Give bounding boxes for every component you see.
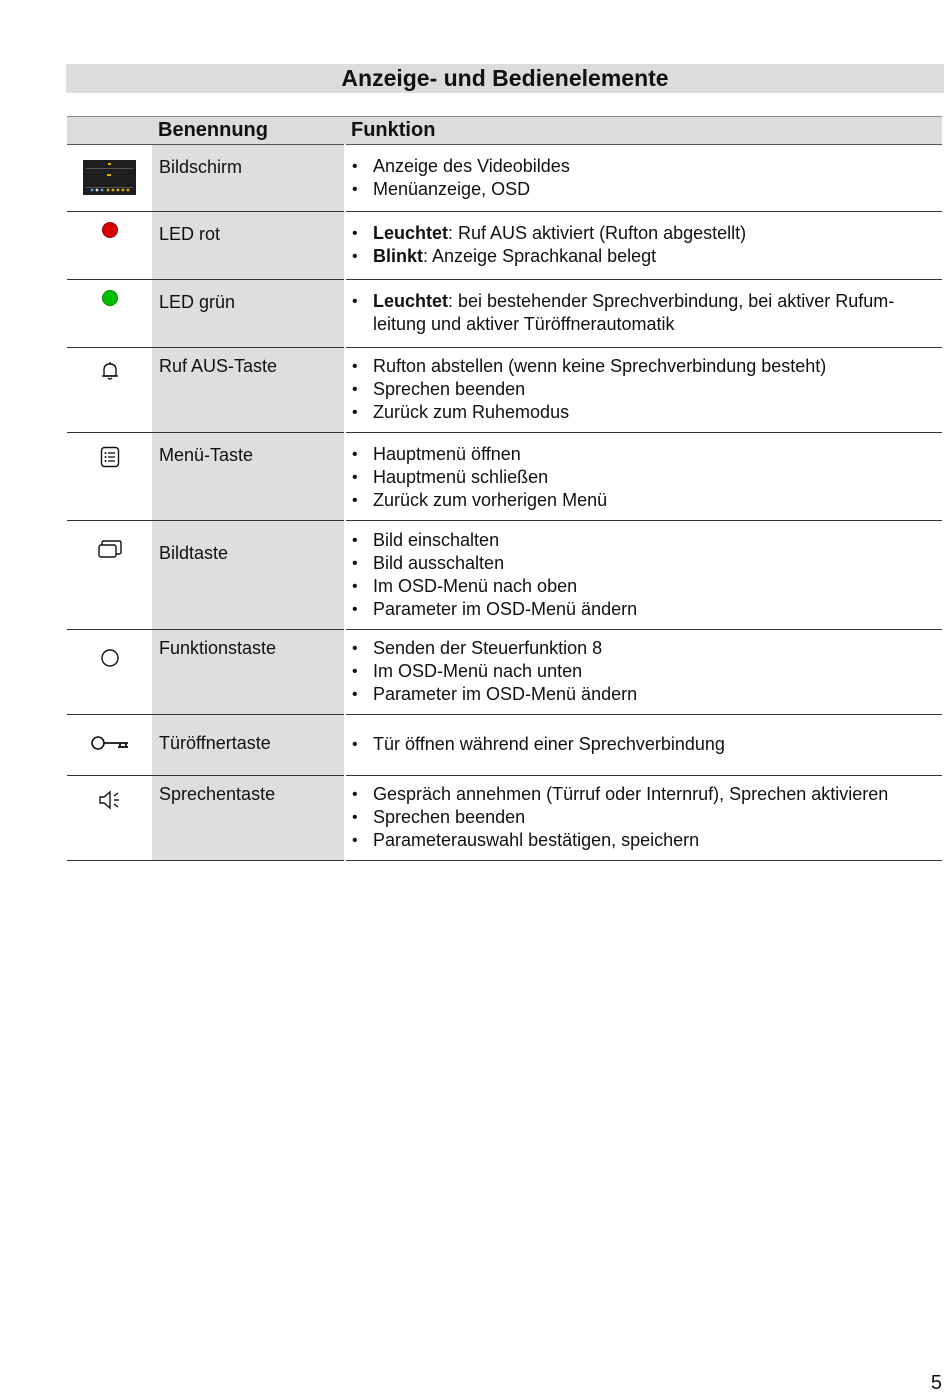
icon-cell (67, 433, 152, 521)
function-item: • Parameterauswahl bestätigen, speichern (352, 829, 934, 852)
page-title: Anzeige- und Bedienelemente (66, 64, 944, 93)
function-item: • Parameter im OSD-Menü ändern (352, 598, 934, 621)
function-item: • Menüanzeige, OSD (352, 178, 934, 201)
row-functions (345, 776, 942, 861)
function-item: • Sprechen beenden (352, 806, 934, 829)
function-item: • Bild einschalten (352, 529, 934, 552)
function-item: • Sprechen beenden (352, 378, 934, 401)
circle-icon (99, 647, 121, 674)
function-item: • Rufton abstellen (wenn keine Sprechverbindung besteht) (352, 355, 934, 378)
icon-cell (67, 776, 152, 861)
function-item: • Zurück zum vorherigen Menü (352, 489, 934, 512)
function-item: • Hauptmenü schließen (352, 466, 934, 489)
function-item: • Im OSD-Menü nach unten (352, 660, 934, 683)
icon-cell (67, 280, 152, 348)
function-item: • Anzeige des Videobildes (352, 155, 934, 178)
icon-column-header (67, 117, 152, 145)
icon-cell (67, 630, 152, 715)
table-row (67, 348, 942, 433)
table-row (67, 630, 942, 715)
icon-cell (67, 715, 152, 776)
icon-cell (67, 348, 152, 433)
image-stack-icon (97, 539, 123, 564)
icon-cell (67, 521, 152, 630)
icon-cell (67, 212, 152, 280)
function-item: • Zurück zum Ruhemodus (352, 401, 934, 424)
menu-list-icon (99, 445, 121, 474)
row-name: Türöffnertaste (152, 715, 345, 776)
row-name: Ruf AUS-Taste (152, 348, 345, 433)
table-row (67, 145, 942, 212)
table-header-row (67, 117, 942, 145)
speaker-icon (97, 788, 123, 817)
row-name: Sprechentaste (152, 776, 345, 861)
name-column-header: Benennung (152, 117, 345, 145)
row-name: Funktionstaste (152, 630, 345, 715)
table-row (67, 521, 942, 630)
function-item: • Parameter im OSD-Menü ändern (352, 683, 934, 706)
function-column-header: Funktion (345, 117, 942, 145)
controls-table (67, 116, 942, 861)
led-red-icon (102, 222, 118, 238)
table-row (67, 280, 942, 348)
row-functions (345, 212, 942, 280)
row-name: Bildtaste (152, 521, 345, 630)
table-row (67, 212, 942, 280)
row-functions (345, 715, 942, 776)
page-number: 5 (930, 1372, 942, 1394)
row-functions (345, 145, 942, 212)
function-item: • Hauptmenü öffnen (352, 443, 934, 466)
row-functions (345, 348, 942, 433)
table-row (67, 715, 942, 776)
monitor-screen-icon (83, 160, 136, 195)
bell-icon (99, 360, 121, 387)
table-row (67, 776, 942, 861)
row-functions (345, 433, 942, 521)
row-name: Menü-Taste (152, 433, 345, 521)
function-item: • Gespräch annehmen (Türruf oder Internruf), Sprechen aktivieren (352, 783, 934, 806)
row-functions (345, 280, 942, 348)
led-green-icon (102, 290, 118, 306)
function-item: • Im OSD-Menü nach oben (352, 575, 934, 598)
function-item: • Senden der Steuerfunktion 8 (352, 637, 934, 660)
row-name: LED grün (152, 280, 345, 348)
function-item: • Leuchtet: bei bestehender Sprechverbindung, bei aktiver Rufum-leitung und aktiver Türöffnerautomatik (352, 290, 934, 336)
function-item: • Blinkt: Anzeige Sprachkanal belegt (352, 245, 934, 268)
function-item: • Leuchtet: Ruf AUS aktiviert (Rufton abgestellt) (352, 222, 934, 245)
function-item: • Tür öffnen während einer Sprechverbindung (352, 733, 934, 756)
row-name: LED rot (152, 212, 345, 280)
row-name: Bildschirm (152, 145, 345, 212)
function-item: • Bild ausschalten (352, 552, 934, 575)
table-row (67, 433, 942, 521)
key-icon (90, 734, 130, 757)
row-functions (345, 630, 942, 715)
icon-cell (67, 145, 152, 212)
row-functions (345, 521, 942, 630)
